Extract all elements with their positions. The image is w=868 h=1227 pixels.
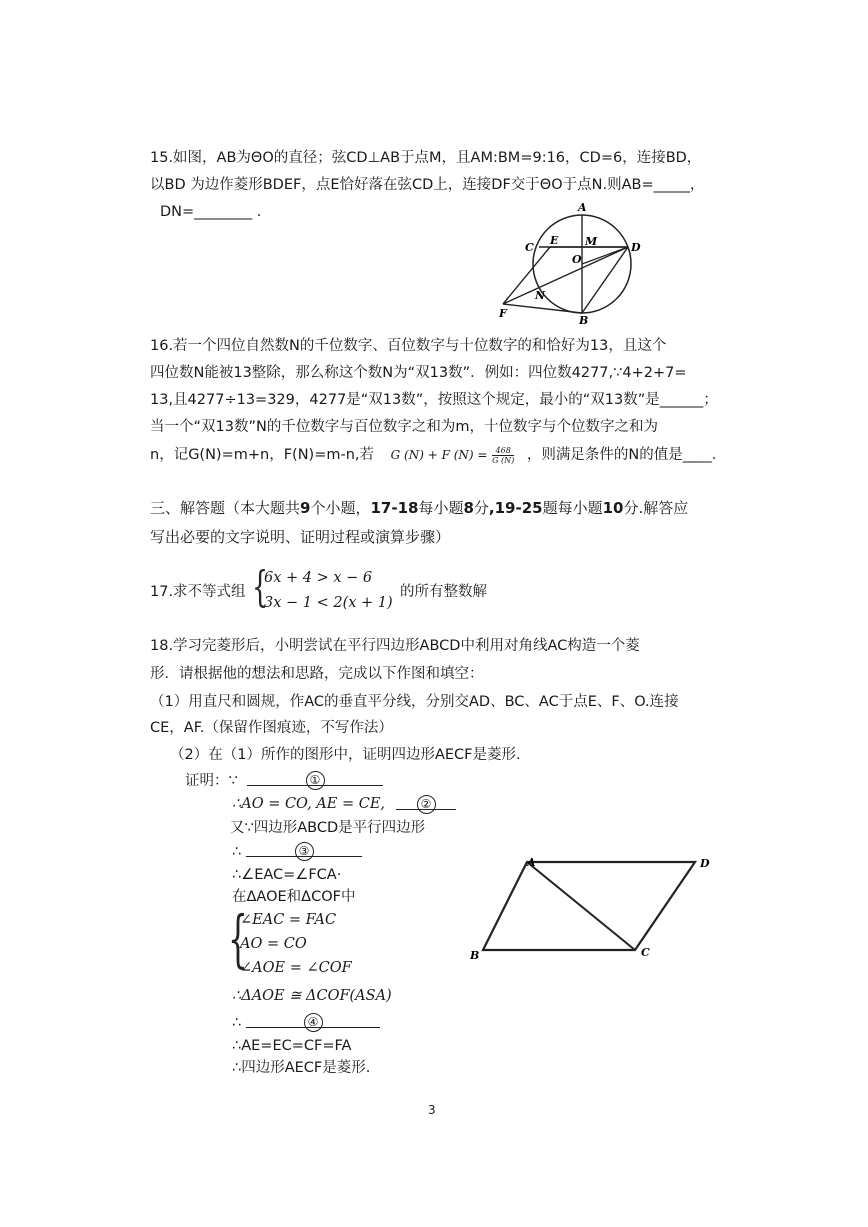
- proof-step-4: ∴: [232, 844, 242, 860]
- sec3-range1: 17-18: [370, 499, 419, 517]
- proof-step-3: 又∵四边形ABCD是平行四边形: [230, 820, 426, 836]
- sec3-mid2: 每小题: [418, 499, 464, 517]
- q15-circle-figure: [495, 200, 655, 325]
- blank-2-mark: ②: [417, 795, 436, 814]
- q16-line3: 13,且4277÷13=329，4277是“双13数”，按照这个规定，最小的“双13数”是______；: [150, 392, 718, 408]
- sec3-p2: 10: [602, 499, 624, 517]
- label-b: B: [470, 949, 480, 962]
- segment-od: [582, 247, 628, 264]
- label-d: D: [700, 857, 710, 870]
- proof-step-10: ∴四边形AECF是菱形.: [232, 1060, 371, 1076]
- proof-system-brace: {: [228, 902, 248, 975]
- q15-line1: 15.如图，AB为ΘO的直径；弦CD⊥AB于点M，且AM:BM=9:16，CD=6，连接BD，: [150, 150, 702, 166]
- proof-step-7: ∴ΔAOE ≅ ΔCOF(ASA): [232, 988, 392, 1004]
- proof-step-8: ∴: [232, 1015, 242, 1031]
- section3-heading-line1: [150, 498, 688, 518]
- proof-blank-2: [396, 795, 456, 810]
- segment-df: [503, 247, 628, 304]
- proof-system-2: AO = CO: [240, 936, 307, 952]
- sec3-prefix: 三、解答题（本大题共: [150, 499, 301, 517]
- label-c: C: [641, 946, 650, 959]
- proof-blank-4: [246, 1013, 380, 1028]
- sec3-n: 9: [300, 499, 311, 517]
- proof-step-2: ∴AO = CO, AE = CE,: [232, 796, 386, 812]
- blank-4-mark: ④: [304, 1013, 323, 1032]
- label-b: B: [579, 314, 589, 325]
- q17-inequality-1: 6x + 4 > x − 6: [264, 570, 373, 586]
- label-c: C: [525, 241, 534, 254]
- q17-suffix: 的所有整数解: [400, 584, 487, 600]
- q16-line5-start: n，记G(N)=m+n，F(N)=m-n,若: [150, 447, 375, 463]
- segment-fb: [503, 304, 582, 313]
- q15-line3: DN=________ .: [160, 204, 262, 220]
- diagonal-ac: [527, 862, 635, 950]
- q16-line2: 四位数N能被13整除，那么称这个数N为“双13数”．例如：四位数4277,∵4+2+7=: [150, 365, 687, 381]
- q18-line2: 形．请根据他的想法和思路，完成以下作图和填空：: [150, 666, 484, 682]
- q16-line4: 当一个“双13数”N的千位数字与百位数字之和为m，十位数字与个位数字之和为: [150, 419, 658, 435]
- blank-3-mark: ③: [295, 842, 314, 861]
- q18-parallelogram-figure: [465, 850, 725, 965]
- q16-line5: [150, 445, 716, 465]
- q18-part2: （2）在（1）所作的图形中，证明四边形AECF是菱形.: [170, 747, 521, 763]
- q16-formula-lhs: G (N) + F (N) =: [390, 448, 488, 462]
- q16-line5-end: ，则满足条件的N的值是____.: [526, 447, 717, 463]
- q16-formula-numerator: 468: [492, 446, 514, 456]
- sec3-range2: ,19-25: [488, 499, 543, 517]
- proof-step-6: 在ΔAOE和ΔCOF中: [232, 889, 356, 905]
- sec3-end: 分.解答应: [623, 499, 689, 517]
- proof-blank-3: [246, 842, 362, 857]
- q16-formula-denominator: G (N): [492, 455, 515, 465]
- sec3-p1: 8: [463, 499, 474, 517]
- q18-part1-line1: （1）用直尺和圆规，作AC的垂直平分线，分别交AD、BC、AC于点E、F、O.连接: [150, 694, 679, 710]
- q18-line1: 18.学习完菱形后，小明尝试在平行四边形ABCD中利用对角线AC构造一个菱: [150, 638, 640, 654]
- label-o: O: [572, 253, 582, 266]
- q15-line2: 以BD 为边作菱形BDEF，点E恰好落在弦CD上，连接DF交于ΘO于点N.则AB=_____，: [150, 177, 705, 193]
- proof-system-3: ∠AOE = ∠COF: [240, 960, 352, 976]
- blank-1-mark: ①: [306, 771, 325, 790]
- section3-heading-line2: 写出必要的文字说明、证明过程或演算步骤）: [150, 528, 451, 546]
- q17-prefix: 17.求不等式组: [150, 584, 246, 600]
- sec3-mid: 个小题，: [310, 499, 371, 517]
- q17-inequality-2: 3x − 1 < 2(x + 1): [264, 595, 393, 611]
- label-d: D: [631, 241, 641, 254]
- parallelogram-abcd: [483, 862, 695, 950]
- proof-step-9: ∴AE=EC=CF=FA: [232, 1038, 352, 1054]
- label-a: A: [578, 201, 587, 214]
- label-n: N: [535, 289, 546, 302]
- q16-line1: 16.若一个四位自然数N的千位数字、百位数字与十位数字的和恰好为13，且这个: [150, 338, 667, 354]
- label-f: F: [499, 307, 507, 320]
- q18-part1-line2: CE，AF.（保留作图痕迹，不写作法）: [150, 720, 393, 736]
- proof-step-5: ∴∠EAC=∠FCA·: [232, 867, 342, 883]
- q17-brace: {: [252, 562, 269, 611]
- label-a: A: [527, 856, 536, 869]
- proof-blank-1: [247, 771, 383, 786]
- proof-label: 证明：∵: [185, 773, 238, 789]
- page-number: 3: [428, 1103, 436, 1117]
- q16-formula-fraction: [492, 446, 514, 465]
- proof-system-1: ∠EAC = FAC: [240, 912, 337, 928]
- sec3-mid3: 分: [473, 499, 489, 517]
- label-e: E: [550, 234, 559, 247]
- label-m: M: [585, 235, 598, 248]
- sec3-mid4: 题每小题: [542, 499, 603, 517]
